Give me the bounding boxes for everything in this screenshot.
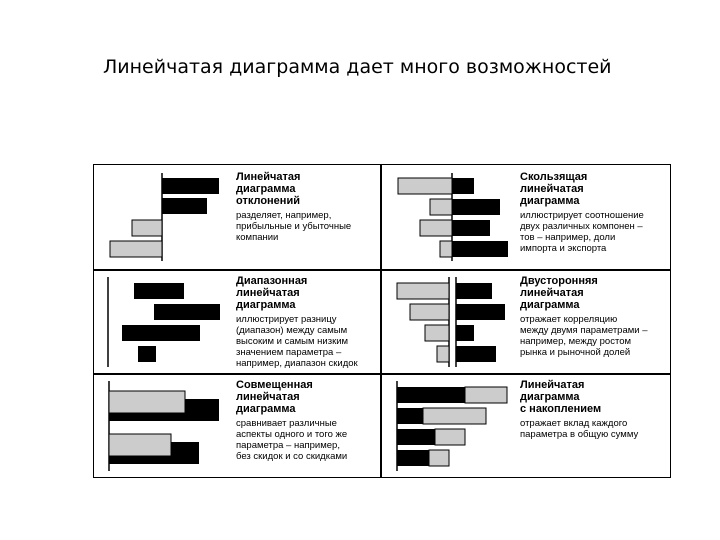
cell-sliding-bar-chart <box>382 165 670 269</box>
deviation-bar-diagram <box>94 165 234 269</box>
cell-title: Линейчатая диаграмма отклонений <box>236 171 301 207</box>
cell-title: Диапазонная линейчатая диаграмма <box>236 275 308 311</box>
sliding-bar-diagram <box>382 165 518 269</box>
cell-combined-bar-chart <box>94 375 380 477</box>
cell-deviation-bar-chart <box>94 165 380 269</box>
two-sided-bar-diagram <box>382 271 518 373</box>
cell-title: Совмещенная линейчатая диаграмма <box>236 379 313 415</box>
cell-description: иллюстрирует соотношение двух различных компонен – тов – например, доли импорта и экспорта <box>520 210 644 254</box>
cell-description: отражает вклад каждого параметра в общую сумму <box>520 418 639 440</box>
cell-description: разделяет, например, прибыльные и убыточные компании <box>236 210 352 243</box>
range-bar-diagram <box>94 271 234 373</box>
cell-range-bar-chart <box>94 271 380 373</box>
cell-description: отражает корреляцию между двумя параметрами – например, между ростом рынка и рыночной долей <box>520 314 648 358</box>
cell-description: сравнивает различные аспекты одного и того же параметра – например, без скидок и со скидками <box>236 418 348 462</box>
chart-types-panel <box>93 164 671 478</box>
slide-title: Линейчатая диаграмма дает много возможностей <box>103 56 612 78</box>
cell-stacked-bar-chart <box>382 375 670 477</box>
stacked-bar-diagram <box>382 375 518 477</box>
cell-title: Скользящая линейчатая диаграмма <box>520 171 588 207</box>
cell-title: Двусторонняя линейчатая диаграмма <box>520 275 598 311</box>
cell-title: Линейчатая диаграмма с накоплением <box>520 379 602 415</box>
combined-bar-diagram <box>94 375 234 477</box>
cell-two-sided-bar-chart <box>382 271 670 373</box>
cell-description: иллюстрирует разницу (диапазон) между самым высоким и самым низким значением параметра – например, диапазон скидок <box>236 314 358 369</box>
